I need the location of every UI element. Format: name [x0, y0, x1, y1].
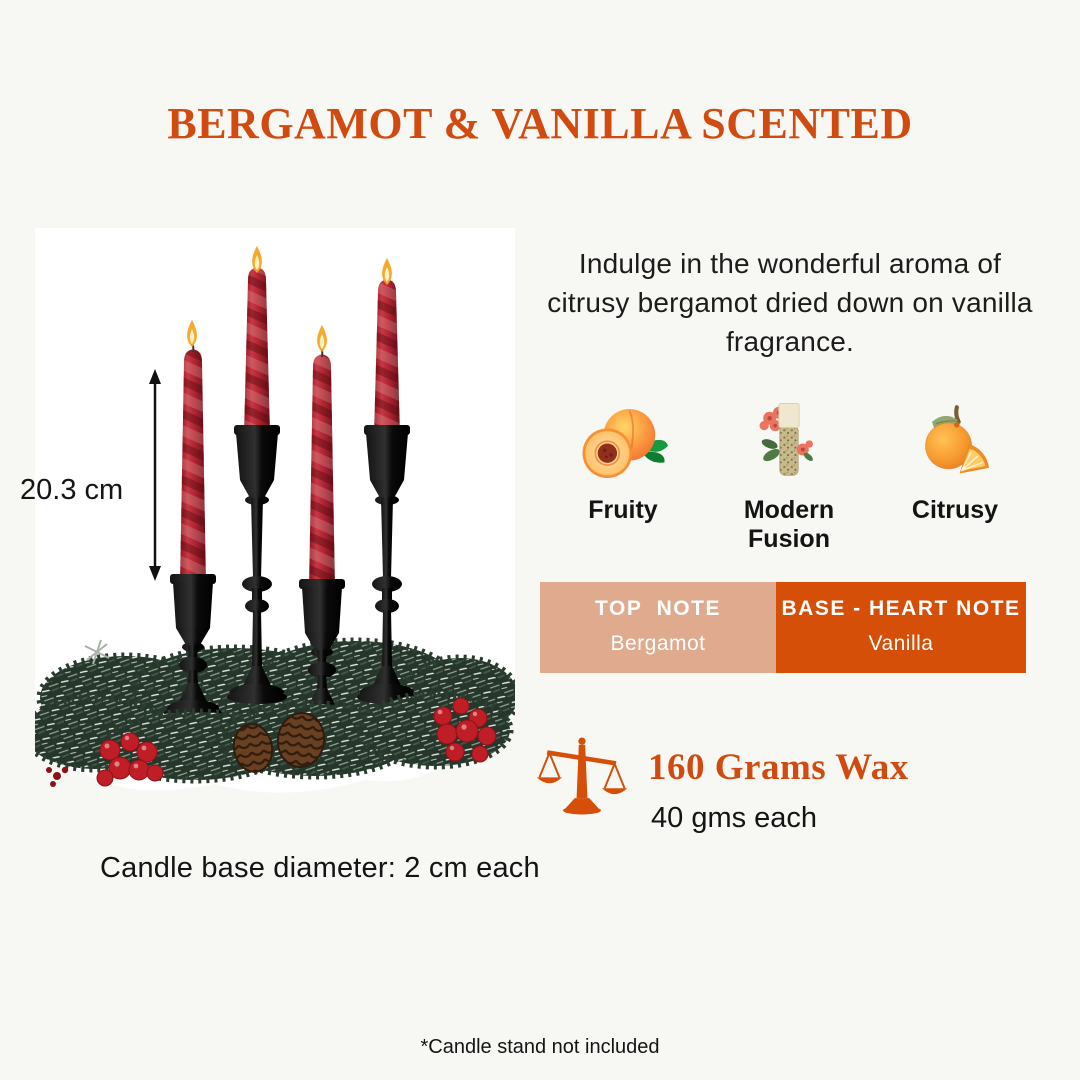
- base-heart-note-cell: [776, 582, 1026, 673]
- scent-label: Modern Fusion: [743, 496, 835, 553]
- orange-icon: [903, 398, 1007, 490]
- product-photo: [35, 228, 515, 798]
- footnote: *Candle stand not included: [420, 1036, 660, 1058]
- base-heart-note-value: Vanilla: [868, 632, 934, 655]
- base-diameter-note: Candle base diameter: 2 cm each: [100, 852, 540, 884]
- scent-item-modern-fusion: [709, 398, 869, 554]
- top-note-value: Bergamot: [610, 632, 706, 655]
- page-title: BERGAMOT & VANILLA SCENTED: [167, 99, 913, 148]
- perfume-bottle-icon: [737, 398, 841, 490]
- wax-weight-title: 160 Grams Wax: [648, 747, 909, 788]
- base-heart-note-header: BASE - HEART NOTE: [781, 597, 1021, 620]
- scent-label: Citrusy: [911, 496, 999, 524]
- scent-item-citrusy: [875, 398, 1035, 554]
- aroma-description: Indulge in the wonderful aroma of citrusy bergamot dried down on vanilla fragrance.: [547, 248, 1033, 357]
- scent-item-fruity: [543, 398, 703, 554]
- balance-scale-icon: [536, 733, 628, 819]
- height-measurement-label: 20.3 cm: [20, 474, 124, 506]
- wax-weight-detail: 40 gms each: [651, 802, 818, 834]
- scent-profile-row: [543, 398, 1035, 554]
- peach-icon: [571, 398, 675, 490]
- top-note-cell: [540, 582, 776, 673]
- scent-label: Fruity: [588, 496, 658, 524]
- top-note-header: TOP NOTE: [595, 597, 721, 620]
- fragrance-notes-table: [540, 582, 1026, 673]
- candles-photo-illustration: [35, 228, 515, 798]
